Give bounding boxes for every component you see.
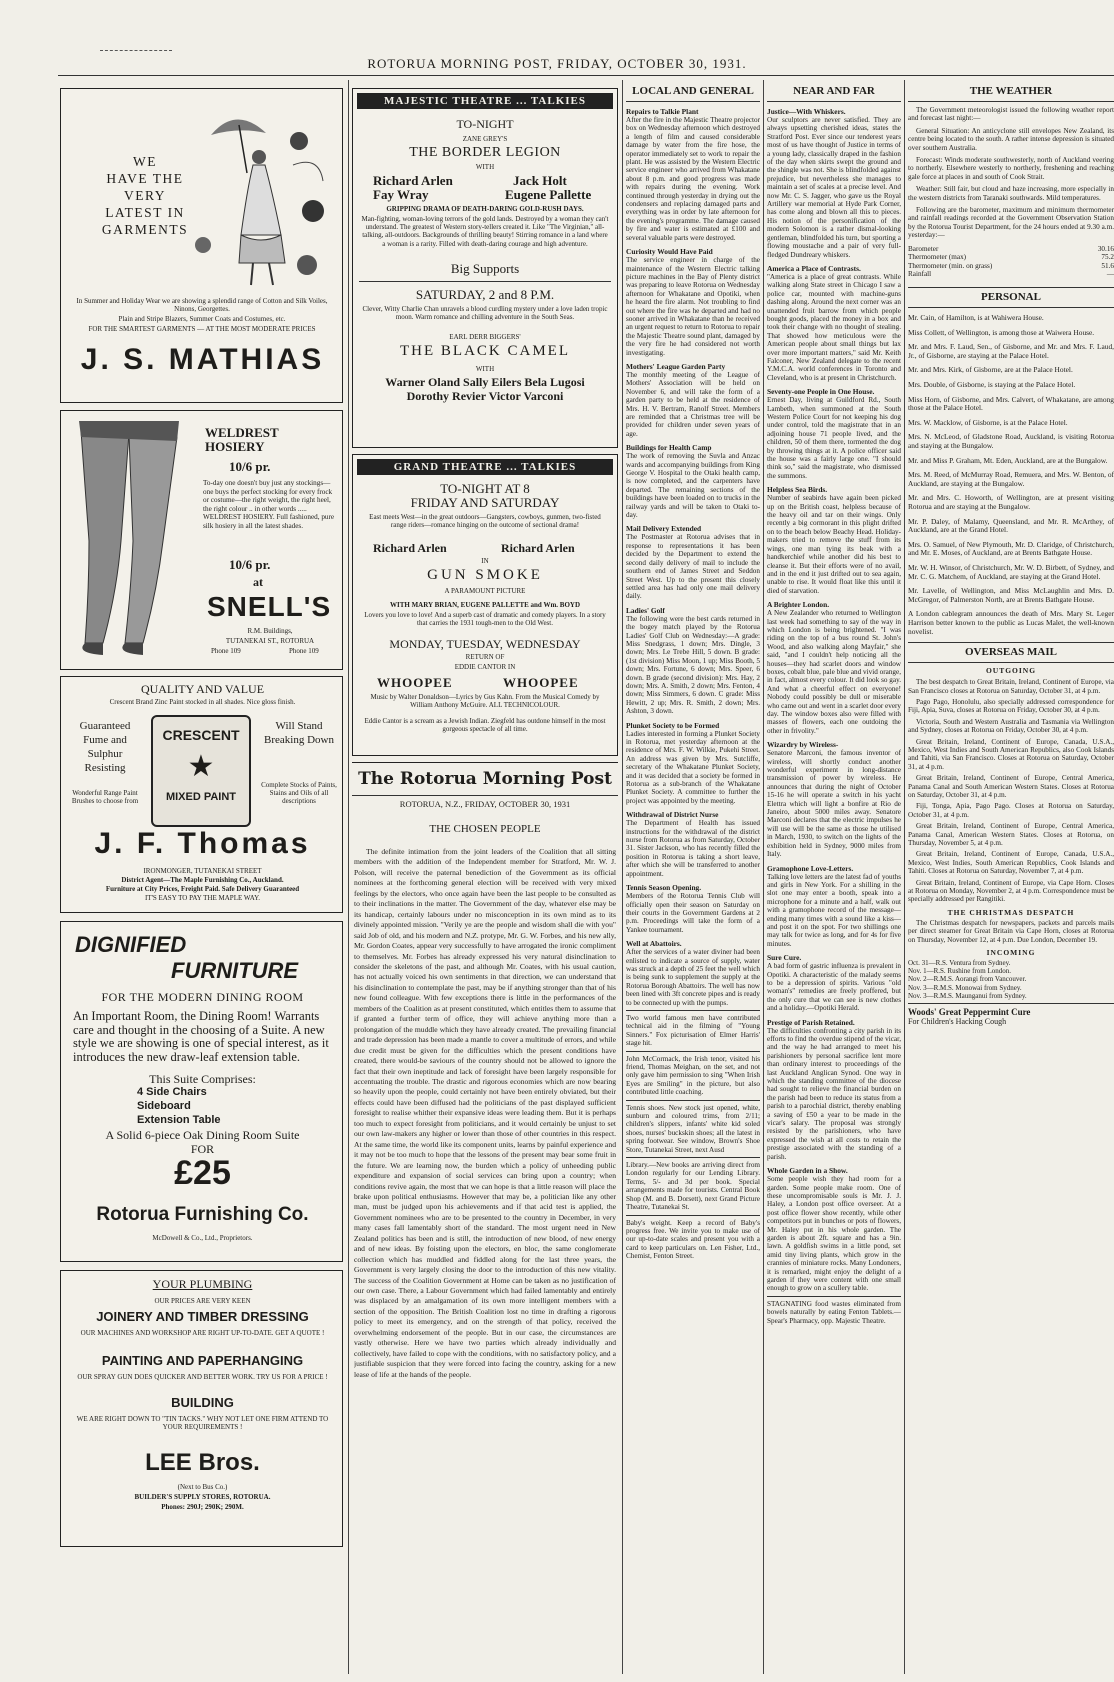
thomas-name: J. F. Thomas [94,827,311,860]
thomas-left-text: Guaranteed Fume and Sulphur Resisting [79,720,131,774]
article-title: Whole Garden in a Show. [767,1166,848,1176]
lee-title: YOUR PLUMBING [152,1277,253,1291]
stocking-legs-illustration [67,421,187,659]
weather-body: General Situation: An anticyclone still envelopes New Zealand, its centre being located to the south. A rather intense depression is situated over southern Australia. [908,126,1114,152]
majestic-band: MAJESTIC THEATRE ... TALKIES [357,93,613,109]
grand-with: WITH MARY BRIAN, EUGENE PALLETTE and Wm. BOYD [389,601,580,609]
article-body: Number of seabirds have again been picked up on the British coast, helpless because of the heavy oil and tar on their wings. Only recently a big cormorant in this plight drifted on to the beach below Beachy Head. Holiday-makers tried to remove the stuff from its wings, one man tying its beak with a handkerchief while another did his best to cleanse it. But their efforts were of no avail, and in the end it just drifted out to sea again, unable to rise. It would float like this until it died of starvation. [767,494,901,595]
article-title: Tennis Season Opening. [626,883,702,893]
majestic-body: Man-fighting, woman-loving terrors of the gold lands. Destroyed by a woman they can't understand. The greatest of Western story-tellers created it. Like "The Virginian," all-talking, all-outdoors. Backgrounds of thrilling beauty! Stirring romance in a land where a woman is a rarity. Filled with death-daring courage and high adventure. [361,215,609,248]
personal-item: Mrs. W. Macklow, of Gisborne, is at the Palace Hotel. [908,417,1068,427]
article-body: Ladies interested in forming a Plunket Society in Rotorua, met yesterday afternoon at the residence of Mrs. F. W. Wilkie, Pukehi Street. An address was given by Mrs. Sutcliffe, secretary of the Whakatane Plunket Society, and it was decided that a society be formed in Rotorua as a sub-branch of the Whakatane Plunket Society. A committee to further the project was appointed by the meeting. [626,729,760,805]
article-body: The Department of Health has issued instructions for the withdrawal of the district nurse from Rotorua as from Saturday, October 31. Sister Jackson, who has recently filled the position in Rotorua is taking a short leave, after which she will be transferred to another appointment. [626,819,760,878]
article-title: Ladies' Golf [626,605,665,615]
mathias-body-2: Plain and Stripe Blazers, Summer Coats and Costumes, etc. [118,315,286,323]
article-title: Gramophone Love-Letters. [767,863,854,873]
article-body: Ernest Day, living at Guildford Rd., South Lambeth, when summoned at the South Western Police Court for not keeping his dog under control, told the magistrate that in an adjoining house 71 people lived, and the children, 50 of them there, tormented the dog by throwing things at it. A police officer said the house was a fairly large one. "I should think so," said the magistrate, who dismissed the summons. [767,396,901,480]
personal-item: A London cablegram announces the death of Mrs. Mary St. Leger Harrison better known to the public as Lucas Malet, the well-known novelist. [908,609,1114,636]
snells-price: 10/6 pr. [229,459,271,474]
snells-title-1: WELDREST [205,425,279,440]
article-body: Members of the Rotorua Tennis Club will officially open their season on Saturday on their courts in the Government Gardens at 2 p.m. Proceedings will take the form of a Yankee tournament. [626,892,760,934]
despatch-body: The Christmas despatch for newspapers, packets and parcels mails per direct steamer for Great Britain via Cape Horn, closes at Rotorua on Thursday, November 12, at 4 p.m. Due London, December 19. [908,918,1114,944]
slogan-line: WE [133,154,157,169]
personal-item: Miss Collett, of Wellington, is among those at Waiwera House. [908,327,1095,337]
divider [626,1010,760,1011]
article-title: Prestige of Parish Retained. [767,1017,855,1027]
snells-phone-right: Phone 109 [289,647,319,655]
furniture-subtitle: FOR THE MODERN DINING ROOM [101,990,304,1004]
mail-item: Great Britain, Ireland, Continent of Europe, Canada, U.S.A., Mexico, West Indies, South American Republics, Cook Islands and Tahiti. Closes at Rotorua on Saturday, November 7, at 4 p.m. [908,850,1114,876]
divider [767,1296,901,1297]
slogan-line: GARMENTS [101,222,189,237]
majestic-tagline: GRIPPING DRAMA OF DEATH-DARING GOLD-RUSH DAYS. [386,205,584,213]
snells-phone-left: Phone 109 [211,647,241,655]
mathias-slogan [97,153,193,238]
lee-name: LEE Bros. [145,1449,260,1476]
grand-days: FRIDAY AND SATURDAY [410,495,560,510]
article-body: John McCormack, the Irish tenor, visited his friend, Thomas Meighan, on the set, and not only gave him permission to sing "When Irish Eyes are Smiling" in the picture, but also contributed little coaching. [626,1054,760,1097]
furniture-item-1: 4 Side Chairs [137,1086,207,1098]
mathias-ad [60,88,343,403]
reading-label: Rainfall [908,270,932,279]
divider [626,1051,760,1052]
article-body: The monthly meeting of the League of Mothers' Association will be held on November 6, and will take the form of a garden party to be held at the residence of Mrs. H. V. Bertram, Ranolf Street. Members are reminded that a Christmas tree will be provided for children under seven years of age. [626,370,760,438]
slogan-line: VERY [123,188,166,203]
paint-tin-top: CRESCENT [162,727,240,743]
incoming-item: Oct. 31—R.S. Ventura from Sydney. [908,959,1011,968]
reading-row [908,245,1114,254]
local-column [626,82,760,1676]
majestic-title: THE BORDER LEGION [409,145,561,160]
editorial-dateline: ROTORUA, N.Z., FRIDAY, OCTOBER 30, 1931 [399,799,571,809]
article-title: Repairs to Talkie Plant [626,107,699,116]
mail-item: Pago Pago, Honolulu, also specially addressed correspondence for Fiji, Apia, Suva, closes at Rotorua on Friday, October 30, at 4 p.m. [908,697,1114,715]
thomas-right-text: Will Stand Breaking Down [264,720,334,746]
majestic-rule [359,281,611,282]
editorial-body: The definite intimation from the joint leaders of the Coalition that all sitting members with the addition of the Independent member for Stratford, Mr. W. J. Polson, will receive the paternal benediction of the Government as its official nominees at the forthcoming general election will be received with very mixed feelings by the electors, who once again have been the last people to be consulted as to their inclinations in the matter. The Government of the day, whatever else may be its handicap, certainly labours under no misconception in its own mind as to its divinely appointed mission. "Verily ye are the people and wisdom shall die with you" said Job of old, and his modern and N.Z. protype, Mr. G. W. Forbes, and his new ally, Mr. Gordon Coates, appear very successfully to have arrogated the ironic compliment to themselves. Mr. Forbes has already expressed his very natural disinclination to consider the skeletons of the past, and although Mr. Coates, with his usual caution, has not actually voiced his own sentiments in that direction, we can understand that his disinclination to contemplate the past, may be if anything stronger than that of his new found colleague. With few exceptions there is little in the performances of the members of the Coalition as at present constituted, which entitles them to assume that if granted a further term of office, they will achieve anything more than a prolongation of the muddle which they have already created. The prevailing financial and trade depression has been made a mantle to cover a multitude of errors, and while due credit must be given for the difficulties which the present conditions have created, there would-be saviours of the country should not be allowed to ignore the fact that their own ineptitude and lack of foresight have been largely responsible for accentuating the trouble. The drastic and rigorous economies which are now bearing so heavily upon the people, could certainly not have been entirely obviated, but their effects could have been diffused had the politicians of the past displayed sufficient foresight to realise whither their expansive ideas were leading them. But it is perhaps too much to expect foresight from politicians, and it would certainly be unjust to set our own law-makers any higher or lower than those of other countries in this respect. At the same time, the world like its component units, learns by painful experience and it may not be too much to hope that the lessons of the present may bear some fruit in the future. We are learning now, the burden which a policy of unheeding public expenditure and expansion of social services can bring upon a country; when conditions revive again, the most that we can hope is that a little reason will place the brake upon political enthusiasms. However that may be, a politician like any other man, must be judged upon his achievements and if that acid test is applied, the Government nominees who are to be presented to the country in December, in very many cases fall lamentably short of the standard. The most urgent need in New Zealand politics has been and is still, the introduction of new blood, of new energy and of new ideas. By foisting upon the electors, en bloc, the same conglomerate collection which has muddled and fiddled along for the last three years, the Government is very largely closing the door to the introduction of this new vitality. The success of the Coalition Government at Home can be taken as no justification of our own case. There, a Labour Government which had failed lamentably and entirely was displaced by an amalgamation of its own more intelligent members with a section of the opposition. The British Coalition lost no time in drafting a rigorous policy to meet its emergency, and on the strength of that policy, received the overwhelming endorsement of the people. But in our case, the circumstances are vastly otherwise. Here we have two parties which already individually and collectively, have failed to cope with the conditions, with no satisfactory policy, and a justifiable suspicion that they were forced into facing the country, asking for a new lease of life at the hands of the people. [354,847,616,1379]
personal-item: Mr. Cain, of Hamilton, is at Wahiwera House. [908,313,1044,323]
thomas-line-3: Furniture at City Prices, Freight Paid. Safe Delivery Guaranteed [105,885,300,893]
weather-heading: THE WEATHER [908,82,1114,102]
majestic-ad [352,88,618,448]
article-title: Plunket Society to be Formed [626,720,720,730]
grand-tonight: TO-NIGHT AT 8 [440,481,530,496]
lee-ad [60,1270,343,1547]
article-body: Senatore Marconi, the famous inventor of wireless, will shortly conduct another wonderful experiment in long-distance transmission of power by wireless. He announces that during the night of October 15-16 he will operate a switch in his yacht Elettra which will light a bonfire at Rio de Janeiro, about 5000 miles away. Senatore Marconi declares that the electric impulses he will use will be the same as those he utilised in March, 1930, to switch on the lights of the exhibition held in Sydney, 9000 miles from Italy. [767,749,901,859]
header-rule [58,75,1114,76]
reading-row [908,253,1114,262]
article-title: Well at Abattoirs. [626,939,682,949]
divider [626,1100,760,1101]
lee-line-1: OUR PRICES ARE VERY KEEN [154,1297,251,1305]
majestic-with-2: WITH [475,365,495,373]
article-body: The following were the best cards returned in the bogey match played by the Rotorua Ladies' Golf Club on Wednesday:—A grade: Miss Snedgrass, 1 down; Mrs. Dingle, 3 down; Mrs. Le Trebe Hill, 5 down. B grade: (1st division) Miss Moon, 1 up; Miss Booth, 5 down; Mrs. Fortune, 6 down; Mrs. Speer, 6 down. B grade (second division): Mrs. Hay, 2 down; Mrs. A. Smith, 2 down; Mrs. Fenton, 4 down; Miss Simmers, 6 down. C grade: Miss Hewitt, 2 up; Mrs. R. Smith, 2 down; Mrs. Ashton, 3 down. [626,614,760,716]
mathias-name: J. S. MATHIAS [80,343,325,376]
article-title: Justice—With Whiskers. [767,107,846,116]
grand-ad [352,454,618,756]
personal-heading: PERSONAL [908,287,1114,308]
reading-label: Thermometer (max) [908,253,967,262]
mail-item: Great Britain, Ireland, Continent of Europe, Canada, U.S.A., Mexico, West Indies and South American Republics, also Cook Islands and Tahiti, via San Francisco. Closes at Rotorua on Saturday, October 31, at 4 p.m. [908,737,1114,771]
thomas-line-1: IRONMONGER, TUTANEKAI STREET [143,867,262,875]
snells-name: SNELL'S [207,591,332,622]
article-body: The Postmaster at Rotorua advises that in response to representations it has been decided by the Department to extend the second daily delivery of mail to include the southern end of James Street and Seddon Street West. Up to the present this closely settled area has had only one mail delivery daily. [626,533,760,601]
article-title: Seventy-one People in One House. [767,387,875,397]
incoming-item: Nov. 1—R.S. Rushine from London. [908,967,1011,976]
article-body: Two world famous men have contributed technical aid in the filming of "Young Sinners." Fox picturisation of Elmer Harris' stage hit. [626,1013,760,1048]
nearfar-heading: NEAR AND FAR [767,82,901,102]
furniture-title-1: DIGNIFIED [75,932,187,957]
article-title: Withdrawal of District Nurse [626,810,719,820]
grand-eddie: EDDIE CANTOR IN [454,663,516,671]
weather-body: The Government meteorologist issued the following weather report and forecast last night:— [908,106,1114,123]
mail-item: Fiji, Tonga, Apia, Pago Pago. Closes at Rotorua on Saturday, October 31, at 4 p.m. [908,802,1114,819]
slogan-line: LATEST IN [105,205,185,220]
overseas-list [908,678,1114,904]
lee-heading-2: JOINERY AND TIMBER DRESSING [96,1309,309,1324]
furniture-comprises: This Suite Comprises: [149,1072,256,1086]
grand-body: East meets West—in the great outdoors—Gangsters, cowboys, gunmen, two-fisted range riders—romance hinging on the outcome of sectional drama! [369,513,601,530]
personal-item: Mrs. M. Reed, of McMurray Road, Remuera, and Mrs. W. Benton, of Auckland, are staying at the Bungalow. [908,470,1114,488]
article-body: The difficulties confronting a city parish in its efforts to find the overdue stipend of the vicar, and the way he had arranged to meet his parishioners by personal sacrifice lent more than ordinary interest to proceedings of the last Auckland Anglican Synod. One way in which the standing committee of the diocese had sought to relieve the financial burden on the parish had been to reduce its status from a parish to a parochial district, thereby enabling a saving of £50 a year to be made in the vicar's salary. The proposal was strongly resisted by the parishioners, who have expressed the wish at all costs to retain the prestige associated with the standing of a parish. [767,1026,901,1161]
overseas-heading: OVERSEAS MAIL [908,642,1114,663]
thomas-subtitle: Crescent Brand Zinc Paint stocked in all shades. Nice gloss finish. [109,698,296,706]
personal-list [908,314,1114,636]
article-body: Tennis shoes. New stock just opened, white, sunburn and coloured trims, from 2/11; children's slippers, infants' white kid soled shoes, nurses' buckskin shoes; all the latest in spring footwear. See window, Brown's Shoe Store, Tutanekai Street, next Ausd [626,1103,760,1154]
divider [626,1215,760,1216]
reading-value: 51.6 [1101,261,1114,270]
mathias-body-3: FOR THE SMARTEST GARMENTS — AT THE MOST MODERATE PRICES [88,325,316,333]
snells-address-2: TUTANEKAI ST., ROTORUA [225,637,315,645]
slogan-line: HAVE THE [106,171,184,186]
personal-item: Mr. and Mrs. F. Laud, Sen., of Gisborne, and Mr. and Mrs. F. Laud, Jr., of Gisborne, are staying at the Palace Hotel. [908,342,1114,360]
furniture-item-2: Sideboard [137,1100,191,1112]
article-title: Mail Delivery Extended [626,524,702,534]
snells-at: at [253,575,263,589]
grand-in: IN [481,557,489,565]
article-title: Mothers' League Garden Party [626,361,726,371]
article-title: Sure Cure. [767,953,802,963]
grand-music: Music by Walter Donaldson—Lyrics by Gus Kahn. From the Musical Comedy by William Anthony McGuire. ALL TECHNICOLOUR. [370,693,600,710]
weather-body: Following are the barometer, maximum and minimum thermometer and rainfall readings recorded at the Government Observation Station by the Rotorua Tourist Department, for the 24 hours ended at 9.30 a.m. yesterday:— [908,206,1114,240]
article-title: Wizardry by Wireless- [767,740,839,750]
mail-item: Victoria, South and Western Australia and Tasmania via Wellington and Sydney, closes at Rotorua on Friday, October 30, at 4 p.m. [908,717,1114,735]
thomas-line-4: IT'S EASY TO PAY THE MAPLE WAY. [144,894,261,902]
majestic-sat-body: Clever, Witty Charlie Chan unravels a blood curdling mystery under a love laden tropic moon. Warm romance and chilling adventure in the South Seas. [362,305,608,322]
grand-return: RETURN OF [465,653,505,661]
furniture-item-3: Extension Table [137,1114,221,1126]
majestic-supports: Big Supports [450,261,520,276]
majestic-saturday: SATURDAY, 2 and 8 P.M. [415,287,555,302]
mail-item: The best despatch to Great Britain, Ireland, Continent of Europe, via San Francisco closes at Rotorua on Saturday, October 31, at 4 p.m. [908,678,1114,695]
personal-item: Miss Horn, of Gisborne, and Mrs. Calvert, of Whakatane, are among those at the Palace Hotel. [908,394,1114,413]
grand-title-2a: WHOOPEE [377,675,453,690]
divider [626,1157,760,1158]
personal-item: Mrs. Double, of Gisborne, is staying at the Palace Hotel. [908,380,1076,390]
editorial [352,762,618,1674]
column-rule [348,80,349,1674]
footer-ad-title: Woods' Great Peppermint Cure [908,1007,1031,1018]
reading-value: 75.2 [1101,253,1114,262]
article-body: Our sculptors are never satisfied. They are always upsetting cherished ideas, states the Stratford Post. Ever since our tenderest years most of us have thought of Justice in terms of a young lady, classically draped in the fashion of the day when skirts swept the ground and the shingle was not. She is blindfolded against prejudice, but nevertheless she manages to maintain a set of scales at a precise level. And now Mr. C. S. Jagger, who gave us the Royal Artillery war memorial at Hyde Park Corner, has come along and blown all this to pieces. His notion of the personification of the modern Solomon is a rather dismal-looking gentleman, blindfolded his turn, but sporting a flowing moustache and a pair of very full-fledged Dundreary whiskers. [767,116,901,259]
article-body: The service engineer in charge of the maintenance of the Western Electric talking picture machines in the Bay of Plenty district was preparing to leave Rotorua on Wednesday afternoon for Whakatane and Opotiki, when he heard the fire alarm. Not troubling to find out where the fire was he departed and had no sooner arrived in Whakatane than he received an urgent request to return to Rotorua to repair the Majestic Theatre sound plant, damaged by the very fire he had considered not worth investigating. [626,256,760,357]
lee-stores: BUILDER'S SUPPLY STORES, ROTORUA. [134,1493,271,1501]
article-body: STAGNATING food wastes eliminated from bowels naturally by eating Fenton Tablets.—Spear's Pharmacy, opp. Majestic Theatre. [767,1299,901,1325]
snells-price-2: 10/6 pr. [229,557,271,572]
personal-item: Mrs. N. McLeod, of Gladstone Road, Auckland, is visiting Rotorua and staying at the Bungalow. [908,432,1114,450]
divider [908,1003,1114,1004]
incoming-list [908,959,1114,1000]
furniture-title-2: FURNITURE [171,958,299,983]
article-title: Buildings for Health Camp [626,443,712,453]
mail-item: Great Britain, Ireland, Continent of Europe, via Cape Horn. Closes at Rotorua on Monday, November 2, at 4 p.m. Correspondence must be specially addressed per Rangitiki. [908,878,1114,904]
lee-line-4: WE ARE RIGHT DOWN TO "TIN TACKS." WHY NOT LET ONE FIRM ATTEND TO YOUR REQUIREMENTS ! [76,1415,329,1432]
personal-item: Mrs. O. Samuel, of New Plymouth, Mr. D. Claridge, of Christchurch, and Mr. E. Moses, of Auckland, are at Brents Bathgate House. [908,539,1114,558]
grand-star-2: Richard Arlen [501,541,575,555]
lee-line-3: OUR SPRAY GUN DOES QUICKER AND BETTER WORK. TRY US FOR A PRICE ! [77,1373,328,1381]
weather-readings [908,245,1114,279]
woman-with-parasol-illustration [181,95,341,295]
majestic-with: WITH [475,163,495,171]
majestic-author-2: EARL DERR BIGGERS' [449,333,521,341]
article-title: A Brighter London. [767,600,830,610]
article-title: Curiosity Would Have Paid [626,247,713,257]
incoming-item: Nov. 3—R.M.S. Maunganui from Sydney. [908,991,1027,1000]
lee-phones: Phones: 290J; 290K; 290M. [161,1503,244,1511]
lee-heading-4: BUILDING [171,1395,234,1410]
column-rule [904,80,905,1674]
article-title: America a Place of Contrasts. [767,263,861,273]
grand-monday: MONDAY, TUESDAY, WEDNESDAY [389,637,581,651]
incoming-item: Nov. 2—R.M.S. Aorangi from Vancouver. [908,975,1027,984]
mathias-body-1: In Summer and Holiday Wear we are showing a splendid range of Cotton and Silk Voiles, Ninons, Georgettes. [76,297,328,314]
majestic-star-4: Eugene Pallette [505,187,592,202]
furniture-name: Rotorua Furnishing Co. [96,1204,309,1225]
grand-eddie-body: Eddie Cantor is a scream as a Jewish Indian. Ziegfeld has outdone himself in the most gorgeous spectacle of all time. [364,717,606,734]
weather-body: Forecast: Winds moderate southwesterly, north of Auckland veering to northerly. Elsewhere westerly to northerly, freshening and reaching gale force at places in and south of Cook Strait. [908,156,1114,181]
grand-title-2b: WHOOPEE [503,675,579,690]
grand-with-body: Lovers you love to love! And a superb cast of dramatic and comedy players. In a story that carries the 1931 tough-men to the Old West. [364,611,606,628]
grand-paramount: A PARAMOUNT PICTURE [444,587,526,595]
snells-ad [60,410,343,670]
article-body: After the fire in the Majestic Theatre projector box on Wednesday afternoon which destroyed a length of film and caused considerable damage by water from the fire hose, the operator immediately set to work to repair the plant. He was assisted by the Western Electric service engineer who arrived from Whakatane about 8 p.m. and good progress was made with repairs during the evening. Work continued through yesterday in drying out the condensers and replacing damaged parts and everything was in order by late afternoon for the evening's programme. The damage caused by fire and water is estimated at £100 and several valuable parts were destroyed. [626,116,760,242]
article-body: Talking love letters are the latest fad of youths and girls in New York. For a shilling in the slot one may enter a booth, speak into a microphone for a minute and a half, walk out with a gramophone record of the message—ending many times with a sound like a kiss—and post it on the spot. For two shillings one may talk for twice as long, and for 4s for five minutes. [767,872,901,948]
majestic-star-2: Jack Holt [513,173,567,188]
article-body: Some people wish they had room for a garden. Some people make room. One of these uncompromisable souls is Mr. J. J. Haley, a London post office overseer. At a post office flower show recently, while other competitors put in bunches or pots of flowers, Mr. Haley put in his whole garden. The garden is about 2ft. square and has a 9in. lawn. A goldfish swims in a little pond, set amid tiny living plants, which grow in the crannies of miniature rocks. Many Londoners, it is remarked, might enjoy the delight of a garden if they were content with one small enough to grow on a scullery table. [767,1175,901,1293]
column-rule [763,80,764,1674]
grand-star-1: Richard Arlen [373,541,447,555]
page-header: ROTORUA MORNING POST, FRIDAY, OCTOBER 30, 1931. [367,56,747,71]
article-body: Library.—New books are arriving direct from London regularly for our Lending Library. Terms, 5/- and 3d per book. Special arrangements made for tourists. Central Book Shop (M. and B. Dorsett), next Grand Picture Theatre, Tutanekai St. [626,1161,760,1212]
grand-band: GRAND THEATRE ... TALKIES [357,459,613,475]
furniture-suite: A Solid 6-piece Oak Dining Room Suite [105,1128,300,1142]
furniture-body: An Important Room, the Dining Room! Warrants care and thought in the choosing of a Suite. A new style we are showing is one of special interest, as it introduces the new draw-leaf extension table. [73,1009,329,1064]
right-column [908,82,1114,1676]
mail-item: Great Britain, Ireland, Continent of Europe, Central America, Panama Canal and South American Western States. Closes at Rotorua on Saturday, October 31, at 4 p.m. [908,774,1114,799]
majestic-author: ZANE GREY'S [462,135,508,143]
reading-value: 30.16 [1097,244,1114,253]
reading-label: Thermometer (min. on grass) [908,261,993,270]
personal-item: Mr. Lavelle, of Wellington, and Miss McLaughlin and Mrs. D. McGregor, of Palmerston North, are at Brents Bathgate House. [908,586,1114,604]
personal-item: Mr. and Mrs. C. Howorth, of Wellington, are at present visiting Rotorua and are staying at the Bungalow. [908,493,1114,511]
masthead-rule [352,795,618,796]
majestic-star-1: Richard Arlen [373,173,453,188]
furniture-proprietors: McDowell & Co., Ltd., Proprietors. [152,1234,253,1242]
article-body: Baby's weight. Keep a record of Baby's progress free. We invite you to make use of our up-to-date scales and present you with a card to keep particulars on. Len Fisher, Ltd., Chemist, Fenton Street. [626,1218,760,1261]
furniture-for: FOR [190,1142,215,1156]
lee-next: (Next to Bus Co.) [177,1483,228,1491]
majestic-tonight: TO-NIGHT [456,117,514,131]
majestic-cast-2: Dorothy Revier Victor Varconi [406,389,564,403]
majestic-cast-1: Warner Oland Sally Eilers Bela Lugosi [385,375,585,389]
furniture-price: £25 [174,1154,231,1192]
reading-row [908,262,1114,271]
grand-title: GUN SMOKE [427,567,543,583]
nearfar-column [767,82,901,1676]
reading-value: — [1106,270,1114,279]
thomas-title: QUALITY AND VALUE [140,682,265,696]
thomas-line-2: District Agent—The Maple Furnishing Co., Auckland. [121,876,284,884]
star-icon: ★ [187,750,215,783]
despatch-heading: THE CHRISTMAS DESPATCH [947,907,1075,917]
thomas-left-small: Wonderful Range Paint Brushes to choose from [71,789,139,806]
incoming-item: Nov. 3—R.M.S. Monowai from Sydney. [908,983,1022,992]
article-body: The work of removing the Suvla and Anzac wards and accompanying buildings from King George V. Hospital to the Otaki health camp, is now completed, and the carpenters have departed. The remaining sections of the buildings have been loaded on to trucks in the railway yards and will be taken to Otaki to-day. [626,452,760,520]
article-body: A New Zealander who returned to Wellington last week had something to say of the way in which London is being brightened. "I was riding on the top of a bus round St. John's Wood, and also walking along Mayfair," she said, "and I couldn't help noticing all the houses—they had scarlet doors and window boxes, cobalt blue, pale blue and vivid orange, in fact, almost every colour. It did look so gay. And what a cheerful effect on everyone! Nobody could possibly be dull or miserable who came out and went in a scarlet door every day. The window boxes also were filled with masses of flowers, each one outdoing the other in frivolity." [767,609,901,735]
personal-item: Mr. W. H. Winsor, of Christchurch, Mr. W. D. Birbett, of Sydney, and Mr. C. G. Matchem, of Auckland, are staying at the Grand Hotel. [908,562,1114,581]
column-rule [622,80,623,1674]
article-body: A bad form of gastric influenza is prevalent in Opotiki. A characteristic of the malady seems to be a depression of spirits. Various "old woman's" remedies are freely proffered, but the only cure that we can see is new clothes and a holiday.—Opotiki Herald. [767,962,901,1013]
reading-label: Barometer [908,244,939,253]
overseas-subheading: OUTGOING [985,666,1037,676]
thomas-ad [60,676,343,913]
mail-item: Great Britain, Ireland, Continent of Europe, Central America, Panama Canal, American Western States. Closes at Rotorua, on Thursday, November 5, at 4 p.m. [908,822,1114,847]
personal-item: Mr. and Mrs. Kirk, of Gisborne, are at the Palace Hotel. [908,365,1073,375]
reading-row [908,270,1114,279]
article-title: Helpless Sea Birds. [767,485,828,495]
majestic-title-2: THE BLACK CAMEL [400,343,570,359]
personal-item: Mr. and Miss P. Graham, Mt. Eden, Auckland, are at the Bungalow. [908,455,1108,465]
article-body: After the services of a water diviner had been enlisted to indicate a source of supply, water was struck at a depth of 25 feet the well which is being sunk to supplement the supply at the Rotorua Borough Abattoirs. The well has now been lined with 3ft concrete pipes and is ready to be connected up with the pumps. [626,948,760,1007]
lee-heading-3: PAINTING AND PAPERHANGING [101,1353,304,1368]
snells-title-2: HOSIERY [205,439,265,454]
furniture-ad [60,921,343,1262]
snells-body: To-day one doesn't buy just any stockings—one buys the perfect stocking for every frock or costume—the right weight, the right heel, the right colour .. in other words ..... WELDREST HOSIERY. Full fashioned, pure silk hosiery in all the latest shades. [203,479,335,530]
local-heading: LOCAL AND GENERAL [626,82,760,102]
thomas-right-small: Complete Stocks of Paints, Stains and Oils of all descriptions [261,781,337,806]
lee-line-2: OUR MACHINES AND WORKSHOP ARE RIGHT UP-TO-DATE. GET A QUOTE ! [80,1329,325,1337]
article-body: "America is a place of great contrasts. While walking along State street in Chicago I saw a police car, mounted with machine-guns dashing along. Around the next corner was an unattended fruit barrow from which people bought goods, placed the money in a box and took their change with no thought of stealing. That showed how meticulous were the American people about small things but lax over more important matters," said Mr. Keith Falconer, New Zealand delegate to the recent Y.M.C.A. world conferences in Toronto and Cleveland, who is at present in Christchurch. [767,272,901,382]
personal-item: Mr. P. Daley, of Malamy, Queensland, and Mr. R. McArthey, of Auckland, are at the Grand Hotel. [908,516,1114,535]
paint-tin-bottom: MIXED PAINT [165,791,237,803]
editorial-masthead: The Rotorua Morning Post [358,769,612,789]
footer-ad-subtitle: For Children's Hacking Cough [908,1017,1007,1027]
editorial-title: THE CHOSEN PEOPLE [429,823,541,835]
snells-address-1: R.M. Buildings, [247,627,293,635]
incoming-heading: INCOMING [986,948,1036,958]
weather-body: Weather: Still fair, but cloud and haze increasing, more especially in the western districts from Taranaki southwards. Mild temperatures. [908,185,1114,202]
majestic-star-3: Fay Wray [373,187,429,202]
top-corner-mark [100,50,172,52]
paint-tin [151,715,251,827]
